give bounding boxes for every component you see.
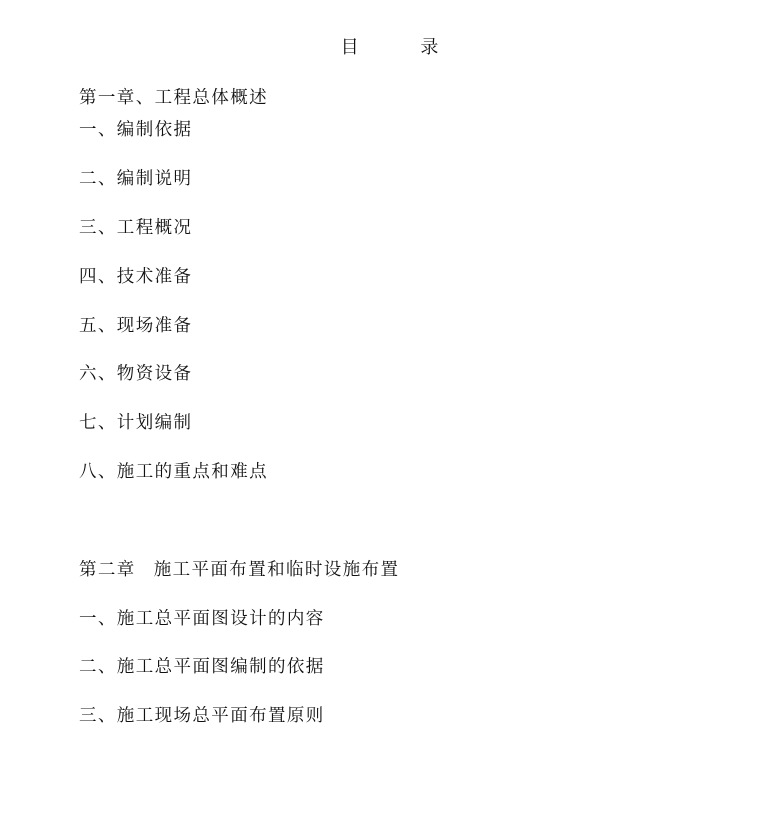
chapter-2-item-1: 一、施工总平面图设计的内容 (79, 609, 325, 629)
chapter-1-item-1: 一、编制依据 (79, 120, 193, 140)
chapter-2-item-2: 二、施工总平面图编制的依据 (79, 657, 325, 677)
chapter-1-item-2: 二、编制说明 (79, 169, 193, 189)
chapter-2-title: 施工平面布置和临时设施布置 (153, 560, 400, 580)
chapter-2-item-3: 三、施工现场总平面布置原则 (79, 706, 325, 726)
chapter-1-item-6: 六、物资设备 (79, 364, 193, 384)
chapter-1-item-3: 三、工程概况 (79, 218, 193, 238)
chapter-1-heading: 第一章、工程总体概述 (79, 88, 268, 108)
chapter-1-item-7: 七、计划编制 (79, 413, 193, 433)
toc-title: 目 录 (340, 37, 467, 58)
chapter-2-heading (79, 558, 399, 582)
chapter-2-number: 第二章 (79, 560, 136, 580)
chapter-1-item-5: 五、现场准备 (79, 316, 193, 336)
chapter-1-item-8: 八、施工的重点和难点 (79, 462, 268, 482)
chapter-1-item-4: 四、技术准备 (79, 267, 193, 287)
